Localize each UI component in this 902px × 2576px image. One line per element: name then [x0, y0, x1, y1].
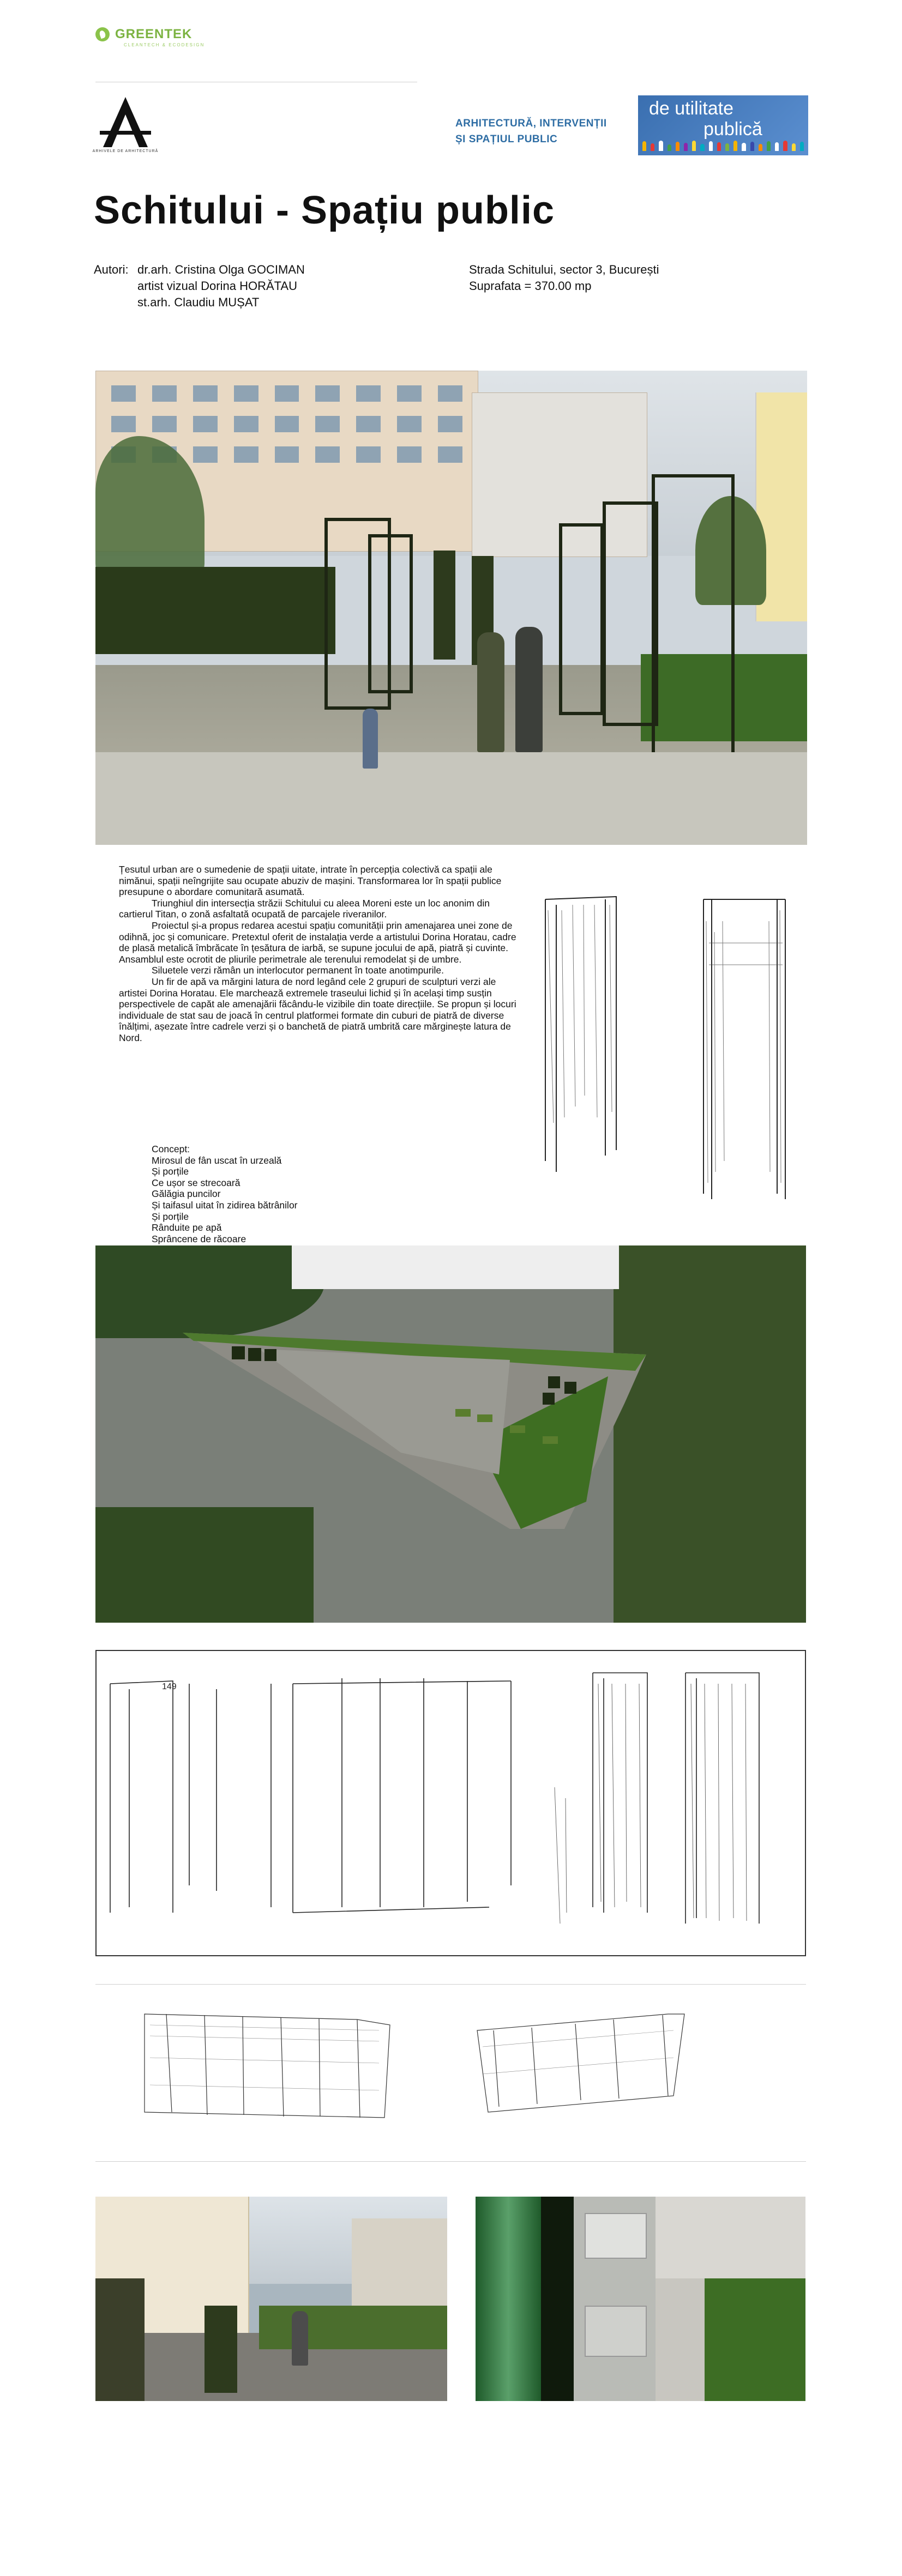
greentek-logo[interactable]: [95, 27, 192, 41]
logo-caption: ARHIVELE DE ARHITECTURĂ: [92, 149, 159, 153]
paragraph-4: Siluetele verzi rămân un interlocutor permanent în toate anotimpurile.: [152, 965, 444, 976]
address: Strada Schitului, sector 3, București: [469, 263, 659, 276]
site-area: Suprafata = 370.00 mp: [469, 279, 592, 293]
paragraph-1: Țesutul urban are o sumedenie de spații uitate, intrate în percepția colectivă ca spații ale nimănui, spații neîngrijite sau ocupate abuziv de mașini. Transformarea lor în spații publice presupune o abordare comunitară asumată.: [119, 864, 502, 898]
concept-line: Și taifasul uitat în zidirea bătrânilor: [152, 1199, 298, 1211]
perspective-sketches-image: [95, 1992, 806, 2156]
paragraph-3: Proiectul și-a propus redarea acestui spațiu comunității prin amenajarea unei zone de odihnă, joc și comunicare. Pretextul oferit de instalația verde a artistului Dorina Horatau, cadre de plasă metalică îmbrăcate în țesătura de iarbă, se supune jocului de apă, piatră și cuvinte. Ansamblul este ocrotit de pliurile perimetrale ale terenului remodelat și de umbre.: [119, 920, 516, 965]
authors-label: Autori:: [94, 263, 129, 276]
project-description: [119, 864, 522, 1044]
aerial-site-plan-image: [95, 1245, 806, 1623]
architecture-a-logo: [95, 93, 155, 158]
concept-line: Ce ușor se strecoară: [152, 1177, 240, 1188]
category-line-1: ARHITECTURĂ, INTERVENȚII: [455, 118, 607, 129]
concept-line: Și porțile: [152, 1211, 189, 1222]
concept-line: Mirosul de fân uscat în urzeală: [152, 1154, 282, 1166]
paragraph-5: Un fir de apă va mărgini latura de nord legând cele 2 grupuri de sculpturi verzi ale artistei Dorina Horatau. Ele marchează extremele traseului lichid și în același timp susțin perspectivele de capăt ale amenajării făcându-le vizibile din toate direcțiile. Se propun și locuri individuale de stat sau de joacă în centrul platformei formate din cuburi de piatră de diverse înălțimi, așezate între cadrele verzi și o banchetă de piatră umbrită care mărginește latura de Nord.: [119, 976, 516, 1043]
concept-line: Rânduite pe apă: [152, 1222, 222, 1233]
concept-poem: [152, 1144, 298, 1256]
brand-tagline: CLEANTECH & ECODESIGN: [124, 43, 205, 47]
concept-title: Concept:: [152, 1144, 190, 1154]
concept-line: Gălăgia puncilor: [152, 1188, 221, 1200]
authors-block: [94, 262, 305, 311]
frame-sketches-image: [524, 888, 807, 1221]
material-texture-image: [476, 2197, 805, 2401]
street-view-render-image: [95, 2197, 447, 2401]
category-title: [455, 116, 607, 147]
divider-line: [95, 2161, 806, 2162]
sketch-note: 149: [162, 1682, 177, 1691]
public-utility-badge: [638, 95, 808, 155]
brand-name: GREENTEK: [115, 27, 193, 41]
concept-line: Sprâncene de răcoare: [152, 1233, 246, 1244]
category-line-2: ȘI SPAȚIUL PUBLIC: [455, 134, 558, 145]
badge-line-1: de utilitate: [649, 98, 733, 119]
concept-line: Și porțile: [152, 1166, 189, 1177]
page-title: Schitului - Spațiu public: [94, 189, 555, 232]
main-render-image: [95, 371, 807, 845]
author-1: dr.arh. Cristina Olga GOCIMAN: [137, 263, 305, 276]
author-2: artist vizual Dorina HORĂTAU: [137, 279, 297, 293]
paragraph-2: Triunghiul din intersecția străzii Schitului cu aleea Moreni este un loc anonim din cartierul Titan, o zonă asfaltată ocupată de parcajele riveranilor.: [119, 897, 490, 920]
people-silhouettes-icon: [642, 140, 804, 151]
leaf-icon: [95, 27, 110, 41]
location-block: [469, 262, 659, 294]
badge-line-2: publică: [703, 119, 762, 140]
divider-line: [95, 1984, 806, 1985]
author-3: st.arh. Claudiu MUȘAT: [137, 295, 260, 309]
frames-elevation-sketch: [95, 1650, 806, 1956]
